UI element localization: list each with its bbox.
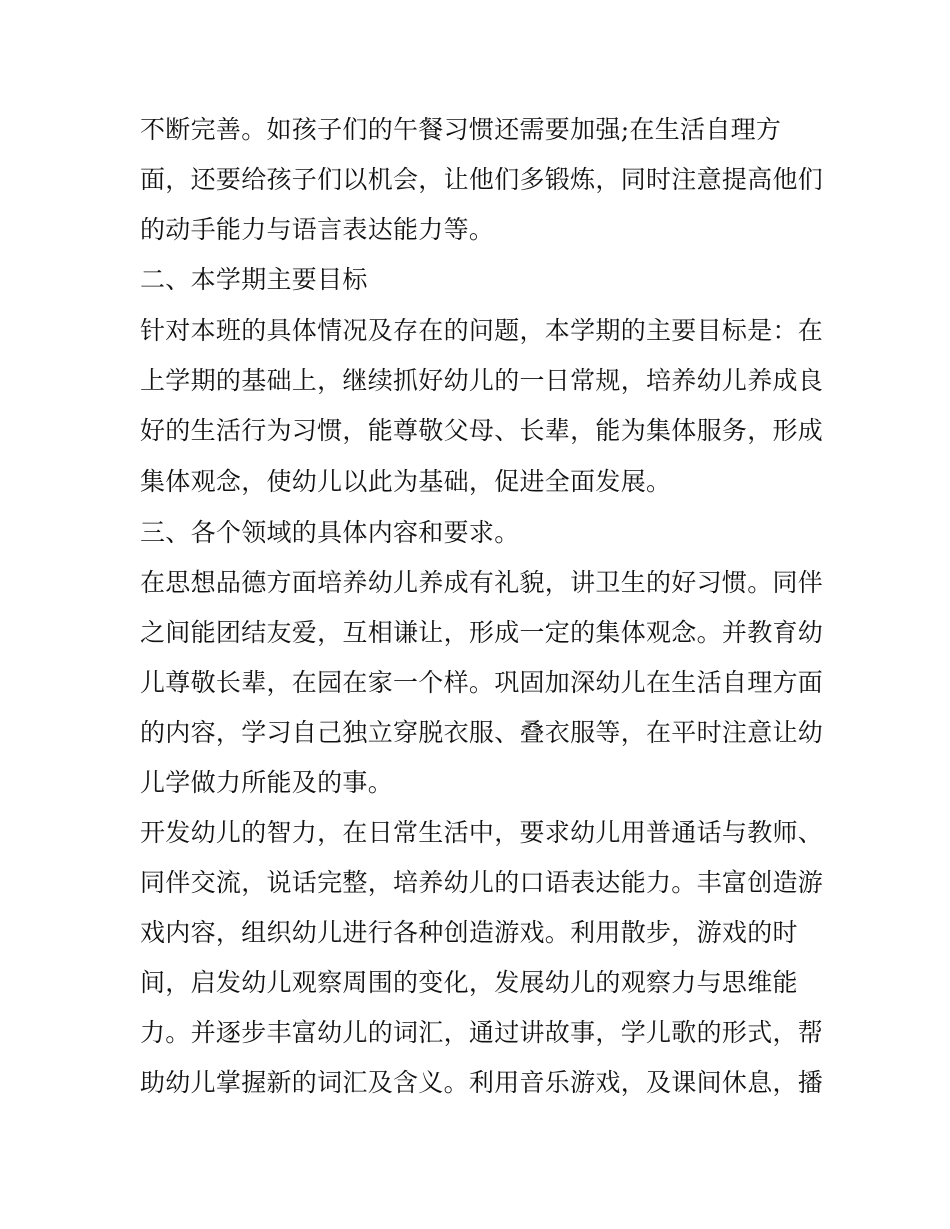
section-heading: 二、本学期主要目标	[140, 265, 368, 294]
text-line: 间，启发幼儿观察周围的变化，发展幼儿的观察力与思维能	[140, 968, 798, 997]
text-line: 助幼儿掌握新的词汇及含义。利用音乐游戏，及课间休息，播	[140, 1068, 824, 1097]
text-line: 同伴交流，说话完整，培养幼儿的口语表达能力。丰富创造游	[140, 868, 824, 897]
text-line: 针对本班的具体情况及存在的问题，本学期的主要目标是：在	[140, 316, 824, 345]
text-line: 戏内容，组织幼儿进行各种创造游戏。利用散步，游戏的时	[140, 918, 798, 947]
text-line: 面，还要给孩子们以机会，让他们多锻炼，同时注意提高他们	[140, 165, 824, 194]
text-line: 的动手能力与语言表达能力等。	[140, 215, 495, 244]
text-line: 在思想品德方面培养幼儿养成有礼貌，讲卫生的好习惯。同伴	[140, 568, 824, 597]
section-heading: 三、各个领域的具体内容和要求。	[140, 518, 520, 547]
text-line: 儿学做力所能及的事。	[140, 768, 394, 797]
text-line: 之间能团结友爱，互相谦让，形成一定的集体观念。并教育幼	[140, 618, 824, 647]
text-line: 上学期的基础上，继续抓好幼儿的一日常规，培养幼儿养成良	[140, 366, 824, 395]
text-line: 开发幼儿的智力，在日常生活中，要求幼儿用普通话与教师、	[140, 818, 824, 847]
text-line: 好的生活行为习惯，能尊敬父母、长辈，能为集体服务，形成	[140, 416, 824, 445]
text-line: 力。并逐步丰富幼儿的词汇，通过讲故事，学儿歌的形式，帮	[140, 1018, 824, 1047]
text-line: 儿尊敬长辈，在园在家一个样。巩固加深幼儿在生活自理方面	[140, 668, 824, 697]
text-line: 的内容，学习自己独立穿脱衣服、叠衣服等，在平时注意让幼	[140, 718, 824, 747]
text-line: 不断完善。如孩子们的午餐习惯还需要加强;在生活自理方	[140, 115, 782, 144]
text-line: 集体观念，使幼儿以此为基础，促进全面发展。	[140, 467, 672, 496]
